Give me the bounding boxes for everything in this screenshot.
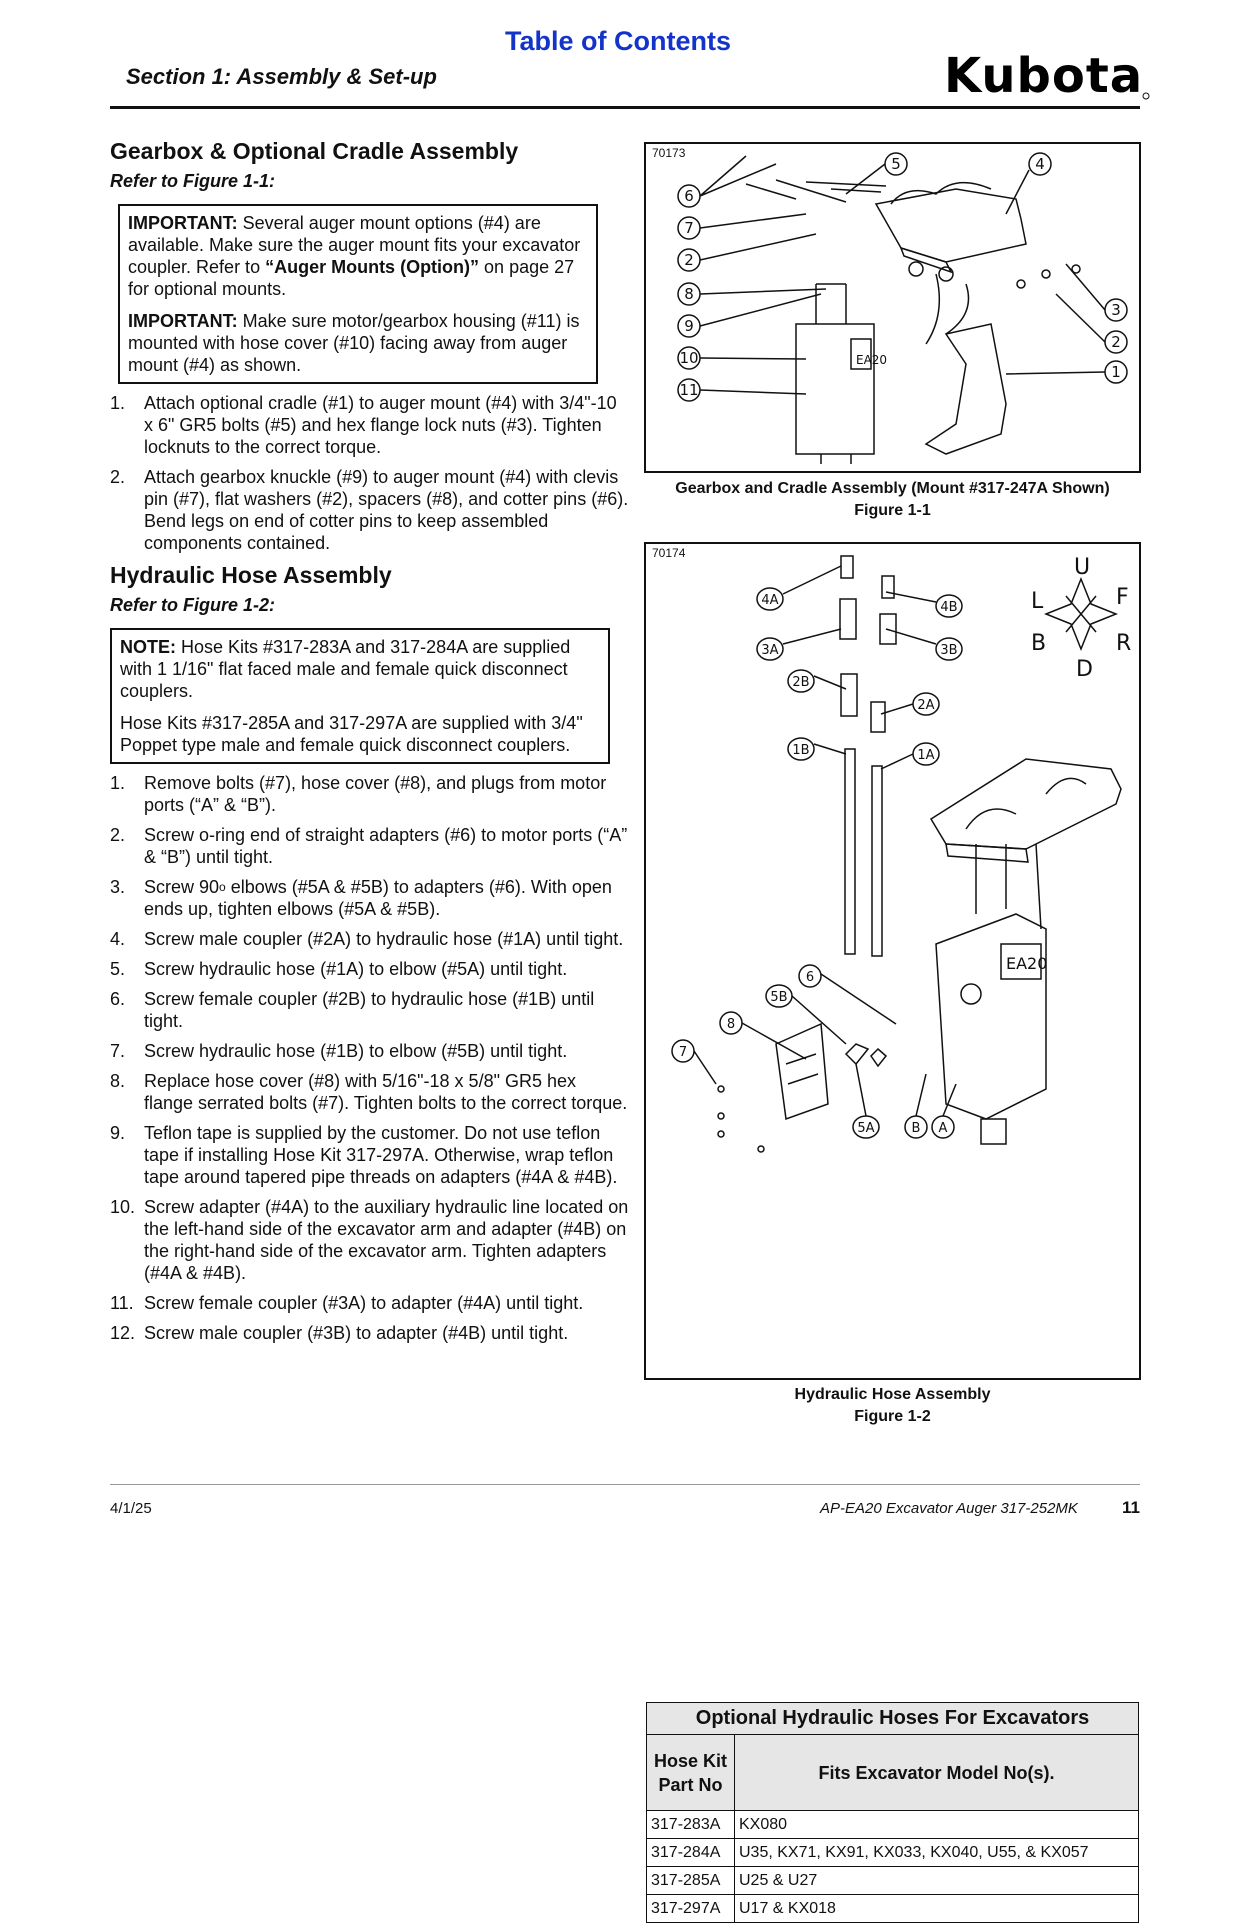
svg-text:B: B <box>911 1121 921 1136</box>
footer-document-title: AP-EA20 Excavator Auger 317-252MK <box>820 1500 1078 1517</box>
callout-11 <box>678 379 700 401</box>
callout-4a <box>757 588 783 610</box>
kubota-logo <box>944 48 1152 104</box>
figure-1-1-caption: Gearbox and Cradle Assembly (Mount #317-247A Shown) Figure 1-1 <box>675 480 1110 519</box>
svg-text:D: D <box>1076 657 1093 682</box>
callout-a <box>932 1116 954 1138</box>
hose-kit-table <box>646 1702 1139 1923</box>
svg-text:3: 3 <box>1111 301 1121 319</box>
gearbox-cradle-drawing <box>646 144 1139 471</box>
list-item: 12. Screw male coupler (#3B) to adapter (#4B) until tight. <box>110 1323 569 1343</box>
table-title: Optional Hydraulic Hoses For Excavators <box>647 1703 1139 1735</box>
hydraulic-hose-drawing <box>646 544 1139 1156</box>
table-of-contents-link[interactable]: Table of Contents <box>505 26 731 56</box>
callout-7 <box>672 1040 694 1062</box>
figure-1-1 <box>644 142 1141 473</box>
table-row: 317-297A U17 & KX018 <box>647 1895 1139 1923</box>
callout-8 <box>678 283 700 305</box>
svg-text:3B: 3B <box>940 643 958 658</box>
table-row: 317-285A U25 & U27 <box>647 1867 1139 1895</box>
list-item: 7. Screw hydraulic hose (#1B) to elbow (#5B) until tight. <box>110 1041 568 1061</box>
list-item: 10. Screw adapter (#4A) to the auxiliary hydraulic line located on the left-hand side of the excavator arm and adapter (#4B) on the right-hand side of the excavator arm. Tighten adapters (#4A & #4B). <box>110 1197 629 1283</box>
list-item: 1. Attach optional cradle (#1) to auger mount (#4) with 3/4"-10 x 6" GR5 bolts (#5) and hex flange lock nuts (#3). Tighten locknuts to the correct torque. <box>110 393 617 457</box>
svg-text:5: 5 <box>891 155 901 173</box>
callout-3b <box>936 638 962 660</box>
hydraulic-steps <box>110 772 630 1344</box>
list-item: 1. Remove bolts (#7), hose cover (#8), and plugs from motor ports (“A” & “B”). <box>110 773 607 815</box>
svg-text:4: 4 <box>1035 155 1045 173</box>
list-item: 3. Screw 90$^o$ elbows (#5A & #5B) to adapters (#6). With open ends up, tighten elbows (#5A & #5B). <box>110 877 612 919</box>
table-row: 317-283A KX080 <box>647 1811 1139 1839</box>
callout-9 <box>678 315 700 337</box>
callout-5 <box>885 153 907 175</box>
svg-text:1A: 1A <box>917 748 935 763</box>
hydraulic-refer: Refer to Figure 1-2: <box>110 595 276 615</box>
callout-2b <box>1105 331 1127 353</box>
svg-text:3A: 3A <box>761 643 779 658</box>
callout-3a <box>757 638 783 660</box>
important-box <box>118 204 598 384</box>
callout-6 <box>799 965 821 987</box>
svg-text:Kubota: Kubota <box>944 48 1144 104</box>
callout-4b <box>936 595 962 617</box>
important-note-2: IMPORTANT: Make sure motor/gearbox housing (#11) is mounted with hose cover (#10) facing away from auger mount (#4) as shown. <box>128 311 580 375</box>
list-item: 2. Screw o-ring end of straight adapters (#6) to motor ports (“A” & “B”) until tight. <box>110 825 628 867</box>
note-box <box>110 628 610 764</box>
svg-text:6: 6 <box>805 970 815 985</box>
callout-5b <box>766 985 792 1007</box>
svg-text:L: L <box>1031 589 1044 614</box>
callout-8 <box>720 1012 742 1034</box>
svg-text:5B: 5B <box>770 990 788 1005</box>
svg-text:1B: 1B <box>792 743 810 758</box>
gearbox-refer: Refer to Figure 1-1: <box>110 171 276 191</box>
callout-1a <box>913 743 939 765</box>
svg-text:R: R <box>1116 631 1132 656</box>
list-item: 9. Teflon tape is supplied by the customer. Do not use teflon tape if installing Hose Kit 317-297A. Otherwise, wrap teflon tape around tapered pipe threads on adapters (#4A & #4B). <box>110 1123 618 1187</box>
section-title: Section 1: Assembly & Set-up <box>126 64 437 89</box>
svg-text:F: F <box>1116 585 1129 610</box>
header-rule <box>110 106 1140 109</box>
footer-date: 4/1/25 <box>110 1500 152 1517</box>
orientation-compass <box>1031 555 1131 682</box>
footer-rule <box>110 1484 1140 1485</box>
housing-label: EA20 <box>856 353 888 367</box>
list-item: 11. Screw female coupler (#3A) to adapter (#4A) until tight. <box>110 1293 584 1313</box>
important-note-1: IMPORTANT: Several auger mount options (#4) are available. Make sure the auger mount fits your excavator coupler. Refer to “Auger Mounts (Option)” on page 27 for optional mounts. <box>128 213 581 299</box>
column-header-models: Fits Excavator Model No(s). <box>735 1735 1139 1811</box>
callout-2 <box>678 249 700 271</box>
callout-5a <box>853 1116 879 1138</box>
table-row: 317-284A U35, KX71, KX91, KX033, KX040, U55, & KX057 <box>647 1839 1139 1867</box>
callout-2b <box>788 670 814 692</box>
svg-text:8: 8 <box>726 1017 736 1032</box>
svg-text:11: 11 <box>679 381 699 399</box>
note-2: Hose Kits #317-285A and 317-297A are supplied with 3/4" Poppet type male and female quick disconnect couplers. <box>120 713 583 755</box>
callout-1b <box>788 738 814 760</box>
list-item: 2. Attach gearbox knuckle (#9) to auger mount (#4) with clevis pin (#7), flat washers (#2), spacers (#8), and cotter pins (#6). Bend legs on end of cotter pins to keep assembled components contained. <box>110 467 629 553</box>
svg-text:7: 7 <box>684 219 694 237</box>
figure-1-2-caption: Hydraulic Hose Assembly Figure 1-2 <box>794 1386 991 1425</box>
column-header-part-no: Hose Kit Part No <box>647 1735 735 1811</box>
callout-4 <box>1029 153 1051 175</box>
left-column <box>110 138 630 1352</box>
svg-text:6: 6 <box>684 187 694 205</box>
svg-text:8: 8 <box>684 285 694 303</box>
svg-text:1: 1 <box>1111 363 1121 381</box>
list-item: 6. Screw female coupler (#2B) to hydraulic hose (#1B) until tight. <box>110 989 595 1031</box>
svg-text:A: A <box>938 1121 948 1136</box>
callout-10 <box>678 347 700 369</box>
svg-text:5A: 5A <box>857 1121 875 1136</box>
note-1: NOTE: Hose Kits #317-283A and 317-284A are supplied with 1 1/16" flat faced male and female quick disconnect couplers. <box>120 637 571 701</box>
callout-3 <box>1105 299 1127 321</box>
callout-6 <box>678 185 700 207</box>
svg-text:2B: 2B <box>792 675 810 690</box>
svg-text:4B: 4B <box>940 600 958 615</box>
svg-text:2: 2 <box>1111 333 1121 351</box>
callout-2a <box>913 693 939 715</box>
list-item: 5. Screw hydraulic hose (#1A) to elbow (#5A) until tight. <box>110 959 568 979</box>
svg-text:U: U <box>1074 555 1091 580</box>
auger-mounts-link[interactable]: “Auger Mounts (Option)” <box>265 257 480 277</box>
gearbox-steps <box>110 392 630 554</box>
svg-text:7: 7 <box>678 1045 688 1060</box>
svg-text:2: 2 <box>684 251 694 269</box>
figure-id: 70174 <box>652 546 686 560</box>
housing-label: EA20 <box>1006 954 1048 973</box>
svg-text:2A: 2A <box>917 698 935 713</box>
figure-id: 70173 <box>652 146 686 160</box>
callout-1 <box>1105 361 1127 383</box>
list-item: 4. Screw male coupler (#2A) to hydraulic hose (#1A) until tight. <box>110 929 624 949</box>
callout-b <box>905 1116 927 1138</box>
gearbox-heading: Gearbox & Optional Cradle Assembly <box>110 138 519 164</box>
list-item: 8. Replace hose cover (#8) with 5/16"-18 x 5/8" GR5 hex flange serrated bolts (#7). Tighten bolts to the correct torque. <box>110 1071 628 1113</box>
callout-7 <box>678 217 700 239</box>
hydraulic-heading: Hydraulic Hose Assembly <box>110 562 392 588</box>
page-number: 11 <box>1122 1498 1140 1517</box>
svg-text:B: B <box>1031 631 1047 656</box>
svg-text:10: 10 <box>679 349 699 367</box>
svg-text:4A: 4A <box>761 593 779 608</box>
svg-text:9: 9 <box>684 317 694 335</box>
